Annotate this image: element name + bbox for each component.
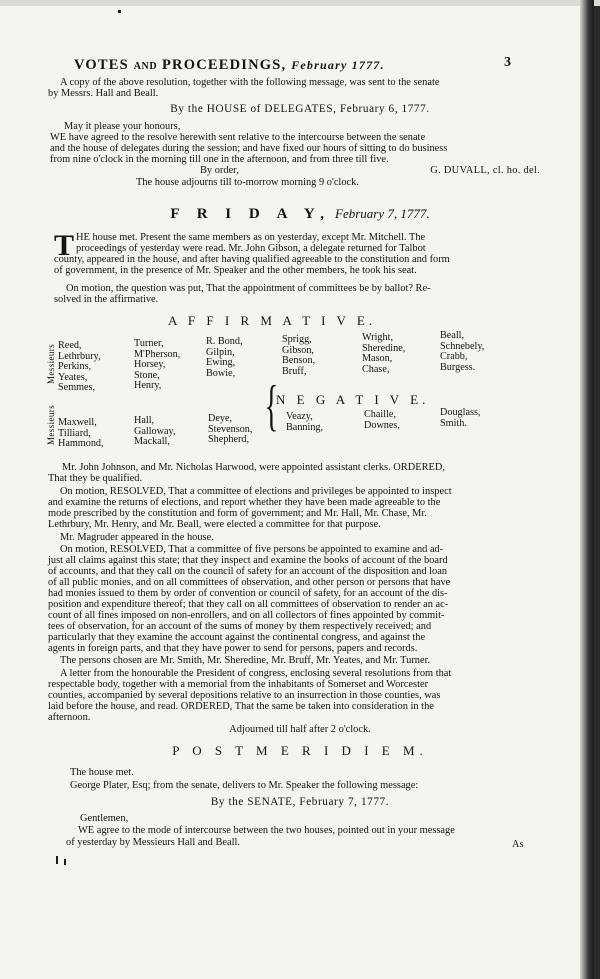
negative-member: Hall, <box>134 415 155 426</box>
affirmative-member: Schnebely, <box>440 340 485 352</box>
affirmative-member: M'Pherson, <box>134 348 181 360</box>
affirmative-heading: A F F I R M A T I V E. <box>168 313 377 328</box>
affirmative-member: Sheredine, <box>362 342 406 354</box>
friday-heading-day: F R I D A Y, <box>170 206 332 222</box>
affirmative-member: Crabb, <box>440 351 468 363</box>
plater-line: George Plater, Esq; from the senate, delivers to Mr. Speaker the following message: <box>70 780 419 791</box>
claims-line-3: of accounts, and that they call on the council of safety for an account of the disposition and loan <box>48 566 448 577</box>
negative-member: Shepherd, <box>208 434 250 446</box>
letter-line-1: A letter from the honourable the President of congress, enclosing several resolutions from that <box>60 668 452 679</box>
claims-line-8: tees of observation, for an account of the sums of money by them respectively received; and <box>48 621 432 632</box>
claims-line-10: agents in foreign parts, and that they have power to send for persons, papers and records. <box>48 643 418 654</box>
affirmative-member: Chase, <box>362 363 390 375</box>
ballot-line-2: solved in the affirmative. <box>54 294 159 305</box>
letter-line-4: laid before the house, and read. ORDERED, That the same be taken into consideration in the <box>48 701 434 712</box>
claims-line-2: just all claims against this state; that they inspect and examine the books of account of the board <box>48 555 448 566</box>
negative-member: Veazy, <box>286 411 313 422</box>
friday-line-1: HE house met. Present the same members as on yesterday, except Mr. Mitchell. The <box>76 232 426 243</box>
house-met: The house met. <box>70 767 134 778</box>
affirmative-member: Henry, <box>134 380 162 392</box>
affirmative-member: R. Bond, <box>206 336 243 347</box>
negative-col-1 <box>58 418 104 450</box>
negative-col-6 <box>440 408 480 429</box>
scan-speck <box>56 856 58 864</box>
negative-member: Maxwell, <box>58 417 97 428</box>
senate-message-line-2: of yesterday by Messieurs Hall and Beall. <box>66 837 240 848</box>
elections-line-1: On motion, RESOLVED, That a committee of elections and privileges be appointed to inspect <box>60 486 452 497</box>
friday-line-2: proceedings of yesterday were read. Mr. John Gibson, a delegate returned for Talbot <box>76 242 426 254</box>
affirmative-col-2 <box>134 339 180 392</box>
affirmative-member: Turner, <box>134 338 164 349</box>
scan-speck <box>118 10 121 13</box>
running-head-and: AND <box>133 61 158 72</box>
scan-speck <box>64 859 66 865</box>
affirmative-col-6 <box>440 331 484 373</box>
elections-line-3: mode prescribed by the constitution and form of government; and Mr. Hall, Mr. Chase, Mr. <box>48 508 427 519</box>
claims-line-5: had monies issued to them by order of convention or council of safety, for an account of the dis- <box>48 588 448 599</box>
senate-message-line-1: WE agree to the mode of intercourse between the two houses, pointed out in your message <box>78 825 455 836</box>
friday-heading <box>60 205 540 223</box>
clerk-signature: G. DUVALL, cl. ho. del. <box>430 165 540 176</box>
affirmative-col-4 <box>282 335 315 377</box>
negative-member: Banning, <box>286 421 324 433</box>
negative-col-5 <box>364 410 400 431</box>
elections-line-4: Lethrbury, Mr. Henry, and Mr. Beall, were elected a committee for that purpose. <box>48 519 381 530</box>
claims-line-9: particularly that they examine the account against the continental congress, and against the <box>48 632 426 643</box>
drop-cap: T <box>54 229 75 262</box>
affirmative-member: Stone, <box>134 369 160 381</box>
affirmative-member: Bowie, <box>206 367 236 379</box>
friday-line-4: of government, in the presence of Mr. Speaker and the other members, he took his seat. <box>54 265 417 276</box>
copy-resolution-line-1: A copy of the above resolution, together with the following message, was sent to the senate <box>60 77 440 88</box>
friday-line-3: county, appeared in the house, and after having qualified agreeable to the constitution and form <box>54 254 450 265</box>
house-adjourns: The house adjourns till to-morrow morning 9 o'clock. <box>136 177 359 188</box>
affirmative-col-1 <box>58 341 101 394</box>
scan-right-edge <box>580 0 594 979</box>
affirmative-member: Wright, <box>362 332 393 343</box>
persons-chosen: The persons chosen are Mr. Smith, Mr. Sheredine, Mr. Bruff, Mr. Yeates, and Mr. Turner. <box>60 655 431 666</box>
negative-col-2 <box>134 416 176 448</box>
affirmative-member: Beall, <box>440 330 465 341</box>
delegates-heading: By the HOUSE of DELEGATES, February 6, 1777. <box>170 103 430 115</box>
negative-col-4 <box>286 412 323 433</box>
affirmative-member: Reed, <box>58 340 82 351</box>
negative-member: Mackall, <box>134 436 170 448</box>
letter-line-2: respectable body, together with a memorial from the inhabitants of Somerset and Worcester <box>48 679 429 690</box>
elections-line-2: and examine the returns of elections, and report whether they have been made agreeable to the <box>48 497 441 508</box>
claims-line-6: position and expenditure thereof; that they call on all committees of observation to render an ac- <box>48 599 449 610</box>
scan-top-edge <box>0 0 600 6</box>
affirmative-member: Ewing, <box>206 357 236 369</box>
claims-line-7: count of all fines imposed on non-enrollers, and on all collectors of fines appointed by commit- <box>48 610 445 621</box>
messieurs-label-affirmative: Messieurs <box>46 343 56 384</box>
affirmative-col-3 <box>206 337 243 379</box>
claims-line-1: On motion, RESOLVED, That a committee of five persons be appointed to examine and ad- <box>60 544 444 555</box>
affirmative-member: Mason, <box>362 353 393 365</box>
affirmative-member: Yeates, <box>58 371 88 383</box>
affirmative-member: Lethrbury, <box>58 350 101 362</box>
negative-member: Chaille, <box>364 409 396 420</box>
magruder-line: Mr. Magruder appeared in the house. <box>60 532 214 543</box>
copy-resolution-line-2: by Messrs. Hall and Beall. <box>48 88 159 99</box>
affirmative-col-5 <box>362 333 405 375</box>
affirmative-member: Sprigg, <box>282 334 312 345</box>
senate-heading: By the SENATE, February 7, 1777. <box>210 796 390 808</box>
friday-heading-date: February 7, 1777. <box>335 206 430 221</box>
messieurs-label-negative: Messieurs <box>46 404 56 445</box>
affirmative-member: Gibson, <box>282 344 314 356</box>
negative-member: Deye, <box>208 413 233 424</box>
running-head <box>74 57 385 74</box>
negative-member: Hammond, <box>58 438 104 450</box>
negative-member: Smith. <box>440 417 467 429</box>
running-head-proceedings: PROCEEDINGS, <box>162 57 287 73</box>
negative-member: Galloway, <box>134 425 176 437</box>
affirmative-member: Benson, <box>282 355 316 367</box>
affirmative-member: Perkins, <box>58 361 92 373</box>
claims-line-4: of all public monies, and on all committees of observation, and other person or persons that have <box>48 577 451 588</box>
running-head-date: February 1777. <box>291 58 385 72</box>
running-head-votes: VOTES <box>74 57 129 73</box>
affirmative-member: Gilpin, <box>206 346 235 358</box>
adjourned-line: Adjourned till half after 2 o'clock. <box>229 724 371 735</box>
letter-line-5: afternoon. <box>48 712 91 723</box>
negative-member: Stevenson, <box>208 423 253 435</box>
gentlemen: Gentlemen, <box>80 813 129 824</box>
affirmative-member: Horsey, <box>134 359 166 371</box>
may-it-please: May it please your honours, <box>64 121 181 132</box>
affirmative-member: Semmes, <box>58 382 96 394</box>
negative-col-3 <box>208 414 252 446</box>
clerks-line-1: Mr. John Johnson, and Mr. Nicholas Harwood, were appointed assistant clerks. ORDERED, <box>62 462 445 473</box>
clerks-line-2: That they be qualified. <box>48 473 143 484</box>
by-order: By order, <box>200 165 239 176</box>
page-number: 3 <box>504 55 511 70</box>
delegates-message-line-2: and the house of delegates during the session; and have fixed our hours of sitting to do business <box>50 143 448 154</box>
delegates-message-line-1: WE have agreed to the resolve herewith sent relative to the intercourse between the senate <box>50 132 426 143</box>
negative-heading: N E G A T I V E. <box>276 392 430 407</box>
catchword: As <box>512 839 524 850</box>
negative-member: Downes, <box>364 419 400 431</box>
negative-brace: { <box>264 375 279 437</box>
post-meridiem-heading: P O S T M E R I D I E M. <box>172 743 428 758</box>
delegates-message-line-3: from nine o'clock in the morning till one in the afternoon, and from three till five. <box>50 154 389 165</box>
letter-line-3: counties, accompanied by several depositions relative to an insurrection in those counties, was <box>48 690 441 701</box>
affirmative-member: Bruff, <box>282 365 307 377</box>
negative-member: Douglass, <box>440 407 481 418</box>
affirmative-member: Burgess. <box>440 361 476 373</box>
negative-member: Tilliard, <box>58 427 91 439</box>
ballot-line-1: On motion, the question was put, That the appointment of committees be by ballot? Re- <box>66 283 431 294</box>
